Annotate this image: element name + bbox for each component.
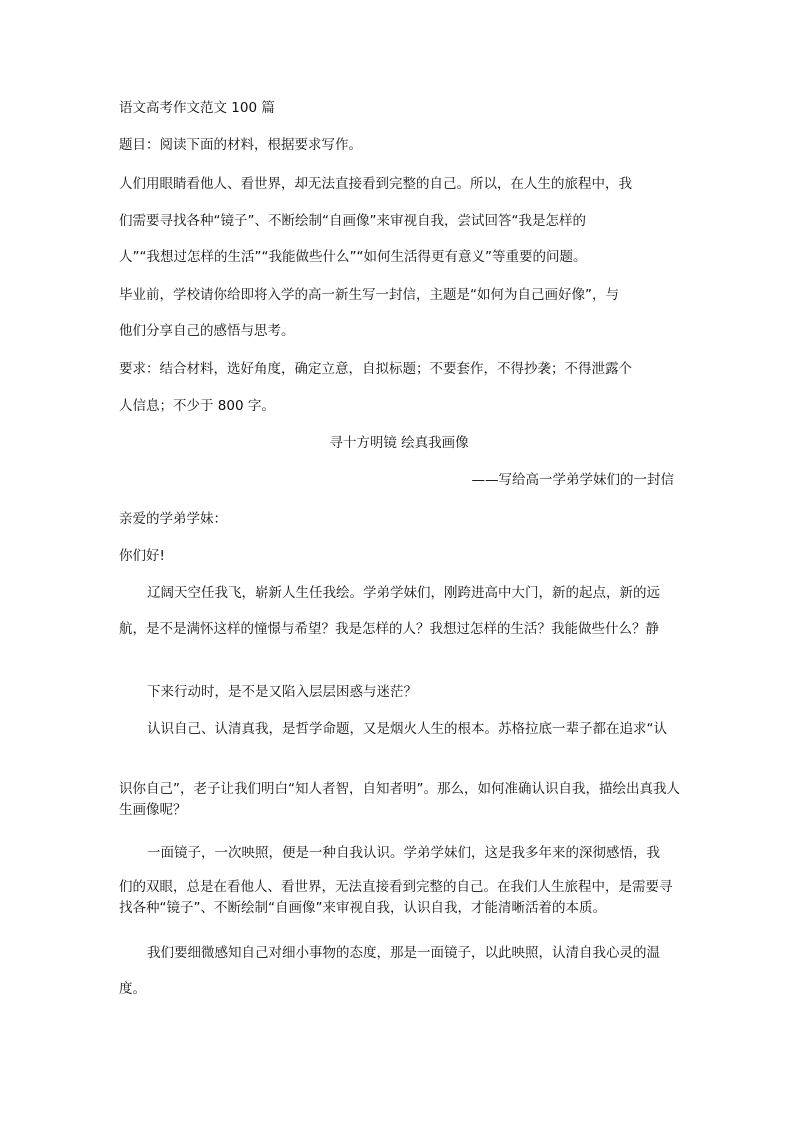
document-header-title: 语文高考作文范文 100 篇: [119, 100, 275, 116]
essay-line: 度。: [119, 981, 146, 997]
essay-line: 航，是不是满怀这样的憧憬与希望？我是怎样的人？我想过怎样的生活？我能做些什么？静: [119, 621, 659, 637]
essay-subtitle: ——写给高一学弟学妹们的一封信: [471, 472, 674, 488]
prompt-line: 要求：结合材料，选好角度，确定立意，自拟标题；不要套作，不得抄袭；不得泄露个: [119, 361, 632, 377]
prompt-line: 人们用眼睛看他人、看世界，却无法直接看到完整的自己。所以，在人生的旅程中，我: [119, 176, 632, 192]
prompt-line: 人信息；不少于 800 字。: [119, 398, 275, 414]
essay-title: 寻十方明镜 绘真我画像: [329, 435, 469, 451]
essay-line: 认识自己、认清真我，是哲学命题，又是烟火人生的根本。苏格拉底一辈子都在追求“认: [147, 721, 667, 737]
essay-line: 辽阔天空任我飞，崭新人生任我绘。学弟学妹们，刚跨进高中大门，新的起点，新的远: [147, 585, 660, 601]
essay-line: 识你自己”，老子让我们明白“知人者智，自知者明”。那么，如何准确认识自我，描绘出真我人生画像呢？: [119, 781, 680, 818]
essay-salutation: 亲爱的学弟学妹：: [119, 511, 227, 527]
essay-line: 一面镜子，一次映照，便是一种自我认识。学弟学妹们，这是我多年来的深彻感悟，我: [147, 845, 660, 861]
prompt-line: 们需要寻找各种“镜子”、不断绘制“自画像”来审视自我，尝试回答“我是怎样的: [119, 213, 586, 229]
prompt-line: 他们分享自己的感悟与思考。: [119, 323, 295, 339]
prompt-line: 人”“我想过怎样的生活”“我能做些什么”“如何生活得更有意义”等重要的问题。: [119, 249, 587, 265]
prompt-heading: 题目：阅读下面的材料，根据要求写作。: [119, 137, 362, 153]
essay-greeting: 你们好!: [119, 548, 165, 564]
essay-line: 下来行动时，是不是又陷入层层困惑与迷茫？: [147, 684, 417, 700]
prompt-line: 毕业前，学校请你给即将入学的高一新生写一封信，主题是“如何为自己画好像”，与: [119, 287, 619, 303]
essay-line: 我们要细微感知自己对细小事物的态度，那是一面镜子，以此映照，认清自我心灵的温: [147, 945, 660, 961]
essay-line: 们的双眼，总是在看他人、看世界，无法直接看到完整的自己。在我们人生旅程中，是需要寻找各种“镜子”、不断绘制“自画像”来审视自我，认识自我，才能清晰活着的本质。: [119, 879, 673, 916]
